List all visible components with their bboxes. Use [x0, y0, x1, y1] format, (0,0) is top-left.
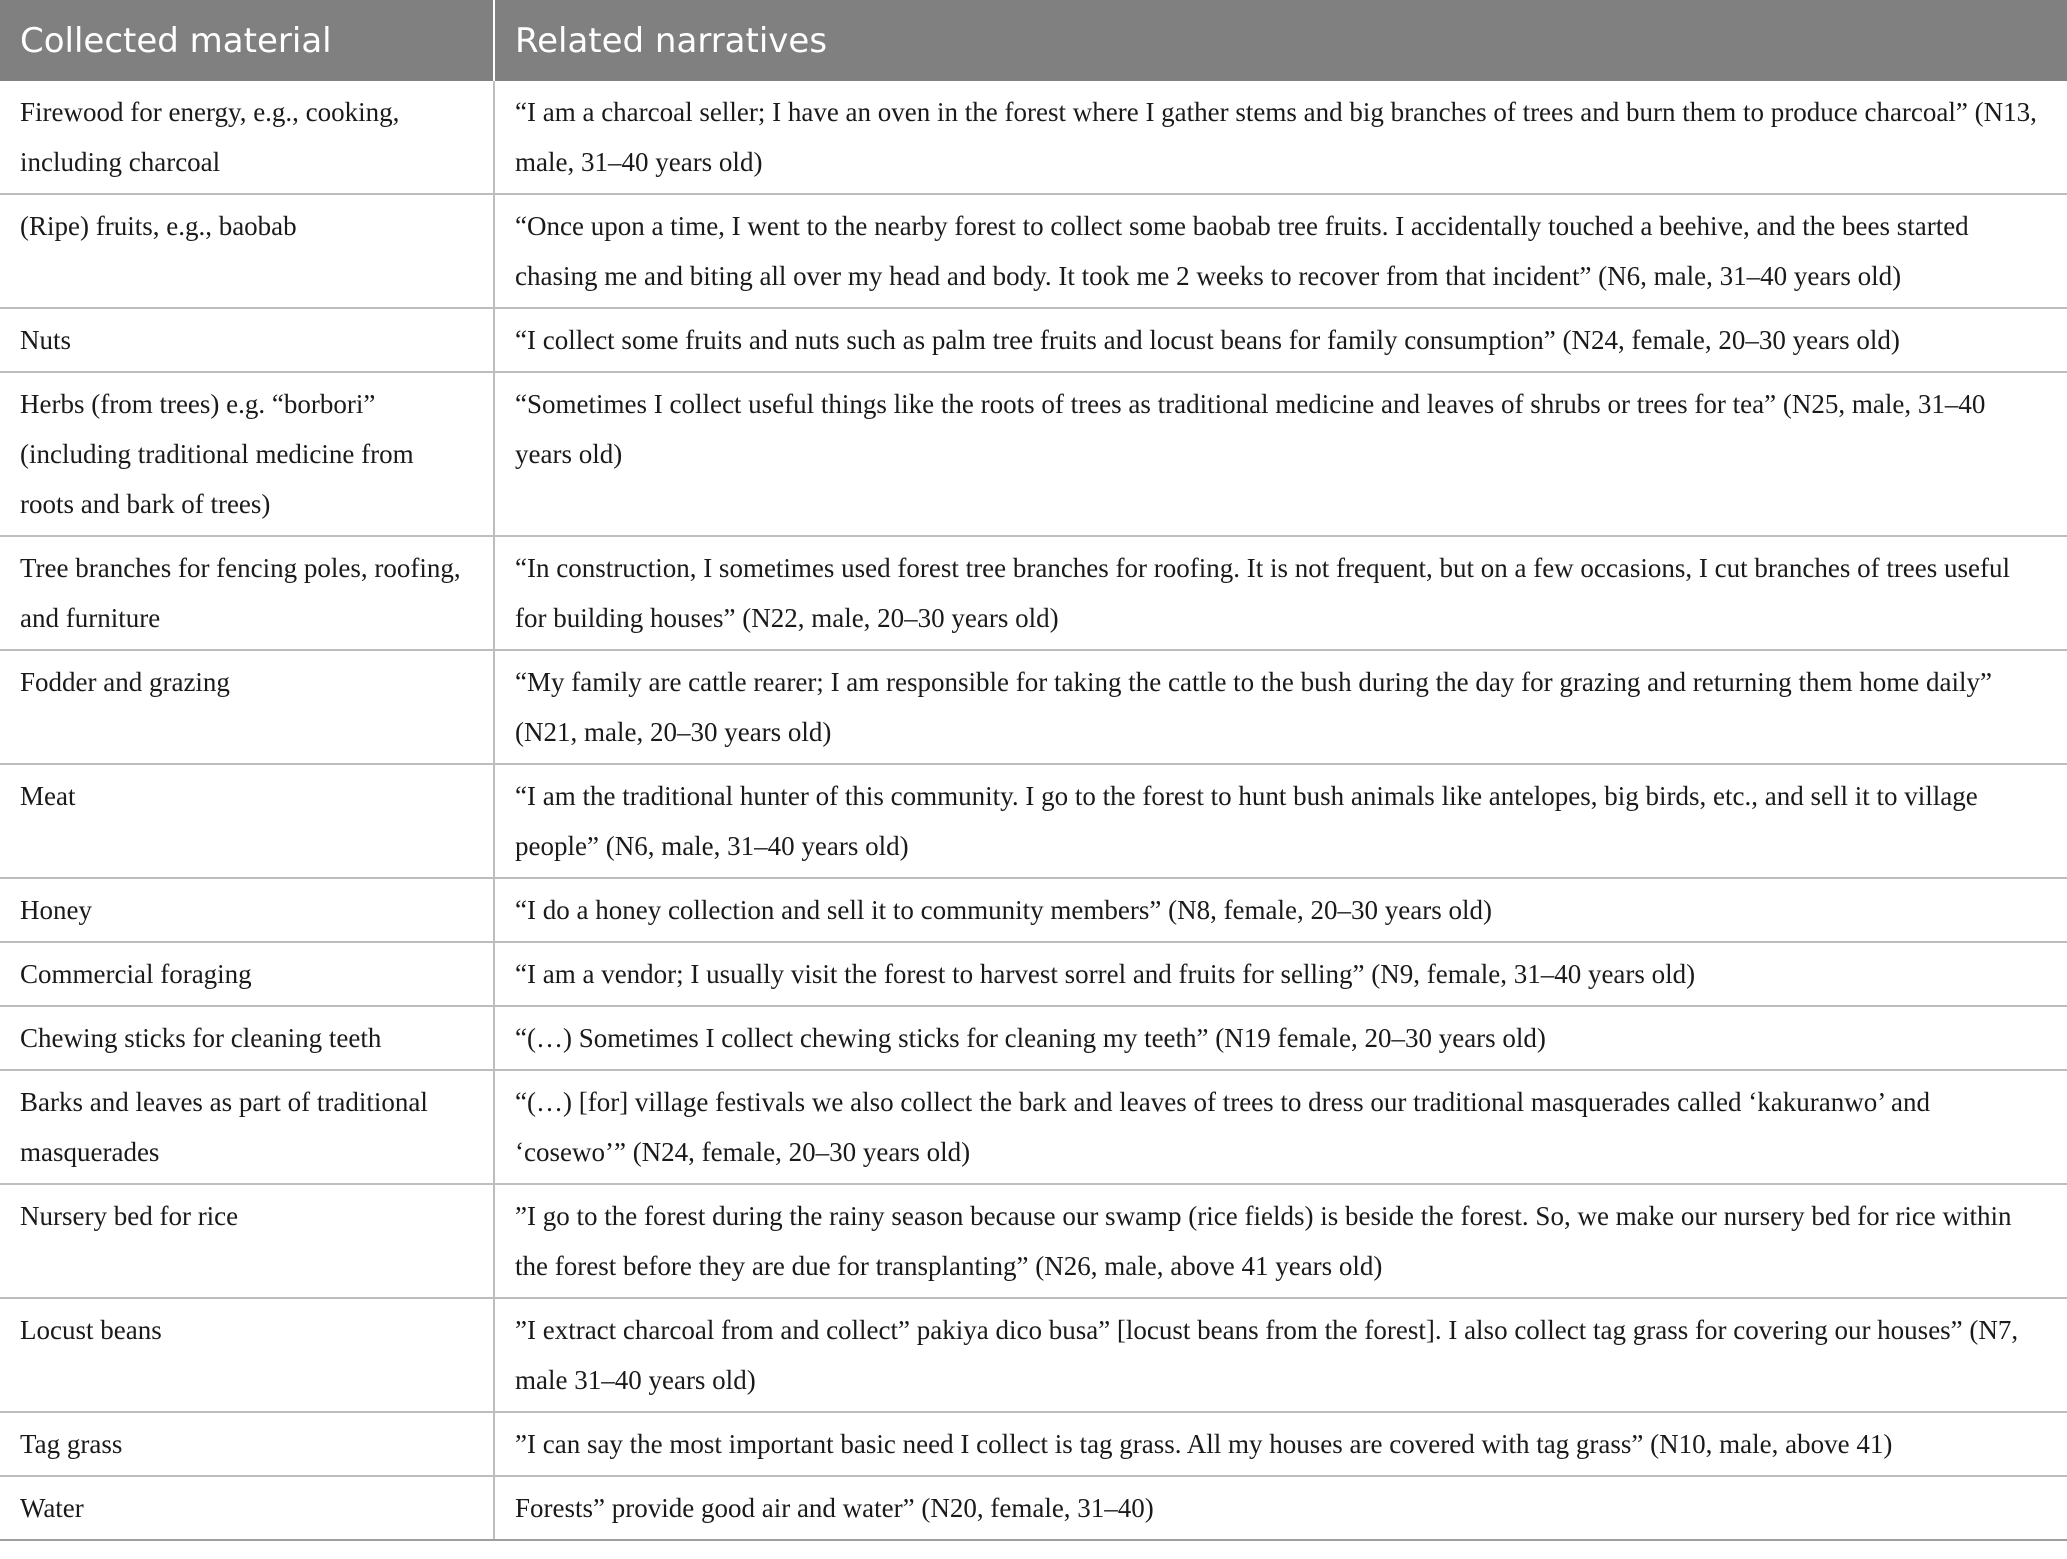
table-row — [0, 308, 2067, 372]
material-cell: (Ripe) fruits, e.g., baobab — [0, 194, 494, 308]
table-row — [0, 81, 2067, 194]
narrative-cell: “I collect some fruits and nuts such as palm tree fruits and locust beans for family consumption” (N24, female, 20–30 years old) — [494, 308, 2067, 372]
table-row — [0, 942, 2067, 1006]
table-row — [0, 650, 2067, 764]
table-row — [0, 1476, 2067, 1540]
material-cell: Herbs (from trees) e.g. “borbori” (including traditional medicine from roots and bark of trees) — [0, 372, 494, 536]
table-row — [0, 1184, 2067, 1298]
narrative-cell: “(…) [for] village festivals we also collect the bark and leaves of trees to dress our traditional masquerades called ‘kakuranwo’ and ‘cosewo’” (N24, female, 20–30 years old) — [494, 1070, 2067, 1184]
narrative-cell: “(…) Sometimes I collect chewing sticks for cleaning my teeth” (N19 female, 20–30 years old) — [494, 1006, 2067, 1070]
material-cell: Honey — [0, 878, 494, 942]
header-collected-material: Collected material — [0, 0, 494, 81]
table-body — [0, 81, 2067, 1540]
narrative-cell: “I am a charcoal seller; I have an oven in the forest where I gather stems and big branches of trees and burn them to produce charcoal” (N13, male, 31–40 years old) — [494, 81, 2067, 194]
narrative-cell: “In construction, I sometimes used forest tree branches for roofing. It is not frequent, but on a few occasions, I cut branches of trees useful for building houses” (N22, male, 20–30 years old) — [494, 536, 2067, 650]
table-row — [0, 1006, 2067, 1070]
narrative-cell: “My family are cattle rearer; I am responsible for taking the cattle to the bush during the day for grazing and returning them home daily” (N21, male, 20–30 years old) — [494, 650, 2067, 764]
material-cell: Firewood for energy, e.g., cooking, including charcoal — [0, 81, 494, 194]
material-cell: Barks and leaves as part of traditional masquerades — [0, 1070, 494, 1184]
material-cell: Tag grass — [0, 1412, 494, 1476]
table-row — [0, 878, 2067, 942]
narrative-cell: “Sometimes I collect useful things like the roots of trees as traditional medicine and leaves of shrubs or trees for tea” (N25, male, 31–40 years old) — [494, 372, 2067, 536]
table-header — [0, 0, 2067, 81]
table-row — [0, 1412, 2067, 1476]
material-cell: Locust beans — [0, 1298, 494, 1412]
narrative-cell: ”I go to the forest during the rainy season because our swamp (rice fields) is beside the forest. So, we make our nursery bed for rice within the forest before they are due for transplanting” (N26, male, above 41 years old) — [494, 1184, 2067, 1298]
material-cell: Nursery bed for rice — [0, 1184, 494, 1298]
narrative-cell: “I do a honey collection and sell it to community members” (N8, female, 20–30 years old) — [494, 878, 2067, 942]
table-row — [0, 372, 2067, 536]
narrative-cell: “I am the traditional hunter of this community. I go to the forest to hunt bush animals like antelopes, big birds, etc., and sell it to village people” (N6, male, 31–40 years old) — [494, 764, 2067, 878]
material-cell: Nuts — [0, 308, 494, 372]
material-cell: Chewing sticks for cleaning teeth — [0, 1006, 494, 1070]
header-related-narratives: Related narratives — [494, 0, 2067, 81]
header-row — [0, 0, 2067, 81]
material-cell: Commercial foraging — [0, 942, 494, 1006]
table-row — [0, 536, 2067, 650]
narrative-cell: Forests” provide good air and water” (N20, female, 31–40) — [494, 1476, 2067, 1540]
material-cell: Meat — [0, 764, 494, 878]
table-row — [0, 1070, 2067, 1184]
material-cell: Fodder and grazing — [0, 650, 494, 764]
table-row — [0, 194, 2067, 308]
narrative-cell: ”I extract charcoal from and collect” pakiya dico busa” [locust beans from the forest]. I also collect tag grass for covering our houses” (N7, male 31–40 years old) — [494, 1298, 2067, 1412]
material-cell: Tree branches for fencing poles, roofing, and furniture — [0, 536, 494, 650]
table-row — [0, 764, 2067, 878]
table-row — [0, 1298, 2067, 1412]
narrative-cell: ”I can say the most important basic need I collect is tag grass. All my houses are covered with tag grass” (N10, male, above 41) — [494, 1412, 2067, 1476]
narrative-cell: “I am a vendor; I usually visit the forest to harvest sorrel and fruits for selling” (N9, female, 31–40 years old) — [494, 942, 2067, 1006]
material-cell: Water — [0, 1476, 494, 1540]
narrative-cell: “Once upon a time, I went to the nearby forest to collect some baobab tree fruits. I accidentally touched a beehive, and the bees started chasing me and biting all over my head and body. It took me 2 weeks to recover from that incident” (N6, male, 31–40 years old) — [494, 194, 2067, 308]
